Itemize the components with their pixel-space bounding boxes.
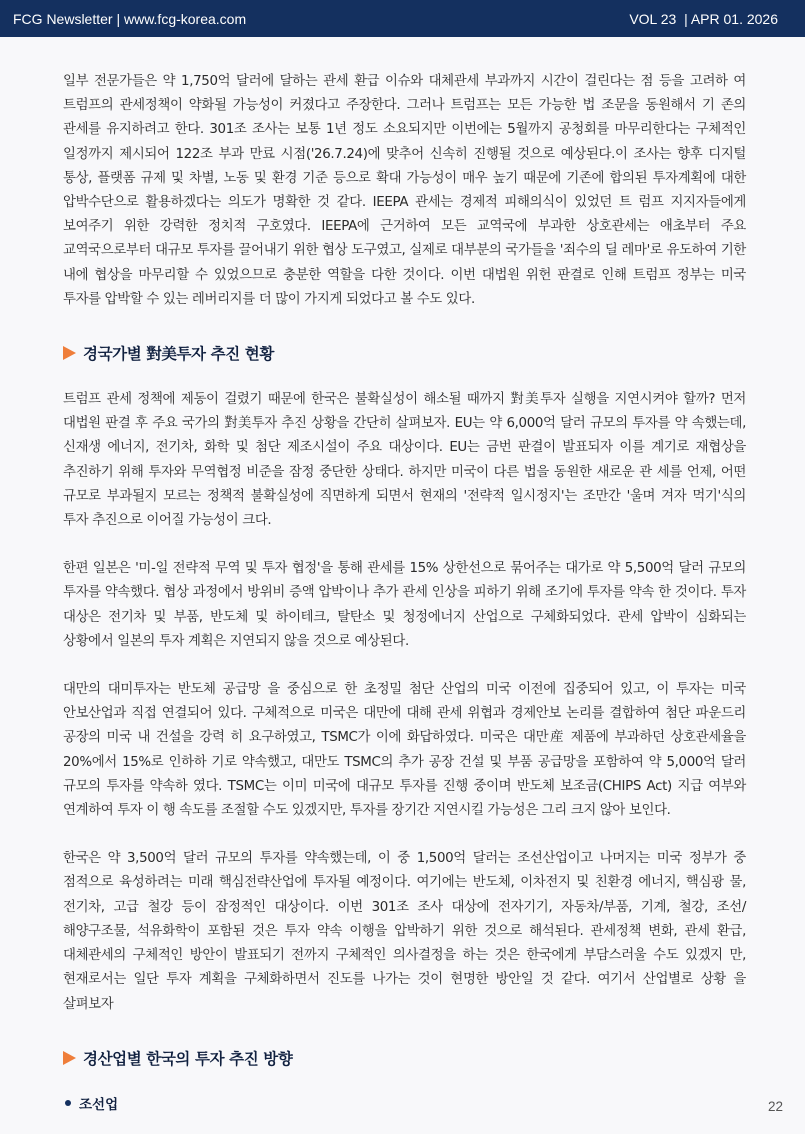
bullet-dot-icon — [65, 1100, 71, 1106]
triangle-bullet-icon — [63, 1051, 76, 1065]
paragraph-5: 한국은 약 3,500억 달러 규모의 투자를 약속했는데, 이 중 1,500억 달러는 조선산업이고 나머지는 미국 정부가 중 점적으로 육성하려는 미래 핵심전략산업에 투자될 예정이다. 여기에는 반도체, 이차전지 및 친환경 에너지, 핵심광 물, 전기차, 고급 철강 등이 잠정적인 대상이다. 이번 301조 조사 대상에 전자기기, 자동차/부품, 기계, 철강, 조선/ 해양구조물, 석유화학이 포함된 것은 투자 약속 이행을 압박하기 위한 것으로 해석된다. 관세정책 변화, 관세 환급, 대체관세의 구체적인 방안이 발표되기 전까지 구체적인 의사결정을 하는 것은 한국에게 부담스러울 수도 있겠지 만, 현재로서는 일단 투자 계획을 구체화하면서 진도를 나가는 것이 현명한 방안일 것 같다. 여기서 산업별로 상황 을 살펴보자 — [63, 851, 746, 1012]
paragraph-4: 대만의 대미투자는 반도체 공급망 을 중심으로 한 초정밀 첨단 산업의 미국 이전에 집중되어 있고, 이 투자는 미국 안보산업과 직접 연결되어 있다. 구체적으로 미국은 대만에 대해 관세 위협과 경제안보 논리를 결합하여 첨단 파운드리 공장의 미국 내 건설을 강력 히 요구하였고, TSMC가 이에 화답하였다. 미국은 대만産 제품에 부과하던 상호관세율을 20%에서 15%로 인하하 기로 약속했고, 대만도 TSMC의 추가 공장 건설 및 부품 공급망을 포함하여 약 5,000억 달러 규모의 투자를 약속하 였다. TSMC는 이미 미국에 대규모 투자를 진행 중이며 반도체 보조금(CHIPS Act) 지급 여부와 연계하여 투자 이 행 속도를 조절할 수도 있겠지만, 투자를 장기간 지연시킬 가능성은 그리 크지 않아 보인다. — [63, 682, 746, 819]
newsletter-header — [0, 0, 805, 37]
paragraph-2: 트럼프 관세 정책에 제동이 걸렸기 때문에 한국은 불확실성이 해소될 때까지 對美투자 실행을 지연시켜야 할까? 먼저 대법원 판결 후 주요 국가의 對美투자 추진 상황을 간단히 살펴보자. EU는 약 6,000억 달러 규모의 투자를 약 속했는데, 신재생 에너지, 전기차, 화학 및 첨단 제조시설이 주요 대상이다. EU는 금번 판결이 발표되자 이를 계기로 재협상을 추진하기 위해 투자와 무역협정 비준을 잠정 중단한 상태다. 하지만 미국이 다른 법을 동원한 새로운 관 세를 언제, 어떤 규모로 부과될지 모르는 정책적 불확실성에 직면하게 되면서 현재의 '전략적 일시정지'는 조만간 '울며 겨자 먹기'식의 투자 추진으로 이어질 가능성이 크다. — [63, 392, 746, 529]
list-item-label: 조선업 — [79, 1096, 119, 1113]
newsletter-site: FCG Newsletter | www.fcg-korea.com — [13, 11, 247, 27]
section-heading-text: 경산업별 한국의 투자 추진 방향 — [83, 1049, 293, 1068]
issue-date: VOL 23 | APR 01. 2026 — [629, 11, 778, 27]
paragraph-3: 한편 일본은 '미-일 전략적 무역 및 투자 협정'을 통해 관세를 15% 상한선으로 묶어주는 대가로 약 5,500억 달러 규모의 투자를 약속했다. 협상 과정에서 방위비 증액 압박이나 추가 관세 인상을 피하기 위해 조기에 투자를 약속 한 것이다. 투자 대상은 전기차 및 부품, 반도체 및 하이테크, 탈탄소 및 청정에너지 산업으로 구체화되었다. 관세 압박이 심화되는 상황에서 일본의 투자 계획은 지연되지 않을 것으로 예상된다. — [63, 561, 746, 649]
paragraph-1: 일부 전문가들은 약 1,750억 달러에 달하는 관세 환급 이슈와 대체관세 부과까지 시간이 걸린다는 점 등을 고려하 여 트럼프의 관세정책이 약화될 가능성이 커졌다고 주장한다. 그러나 트럼프는 모든 가능한 법 조문을 동원해서 기 존의 관세를 유지하려고 한다. 301조 조사는 보통 1년 정도 소요되지만 이번에는 5월까지 공청회를 마무리한다는 구체적인 일정까지 제시되어 122조 부과 만료 시점('26.7.24)에 맞추어 신속히 진행될 것으로 예상된다.이 조사는 향후 디지털 통상, 플랫폼 규제 및 차별, 노동 및 환경 기준 등으로 확대 가능성이 매우 높기 때문에 기존에 합의된 투자계획에 대한 압박수단으로 활용하겠다는 의도가 명확한 것 같다. IEEPA 관세는 경제적 피해의식이 있었던 트 럼프 지지자들에게 보여주기 위한 강력한 정치적 구호였다. IEEPA에 근거하여 모든 교역국에 부과한 상호관세는 애초부터 주요 교역국으로부터 대규모 투자를 끌어내기 위한 협상 도구였고, 실제로 대부분의 국가들을 '죄수의 딜 레마'로 유도하여 기한 내에 협상을 마무리할 수 있었으므로 충분한 역할을 다한 것이다. 이번 대법원 위헌 판결로 인해 트럼프 정부는 미국 투자를 압박할 수 있는 레버리지를 더 많이 가지게 되었다고 볼 수도 있다. — [63, 74, 746, 307]
section-heading-industry-direction — [63, 1047, 746, 1069]
section-heading-country-investment — [63, 342, 746, 364]
article-body — [63, 70, 746, 1113]
triangle-bullet-icon — [63, 346, 76, 360]
page-number: 22 — [767, 1099, 783, 1114]
list-item — [63, 1093, 746, 1113]
section-heading-text: 경국가별 對美투자 추진 현황 — [83, 345, 274, 364]
